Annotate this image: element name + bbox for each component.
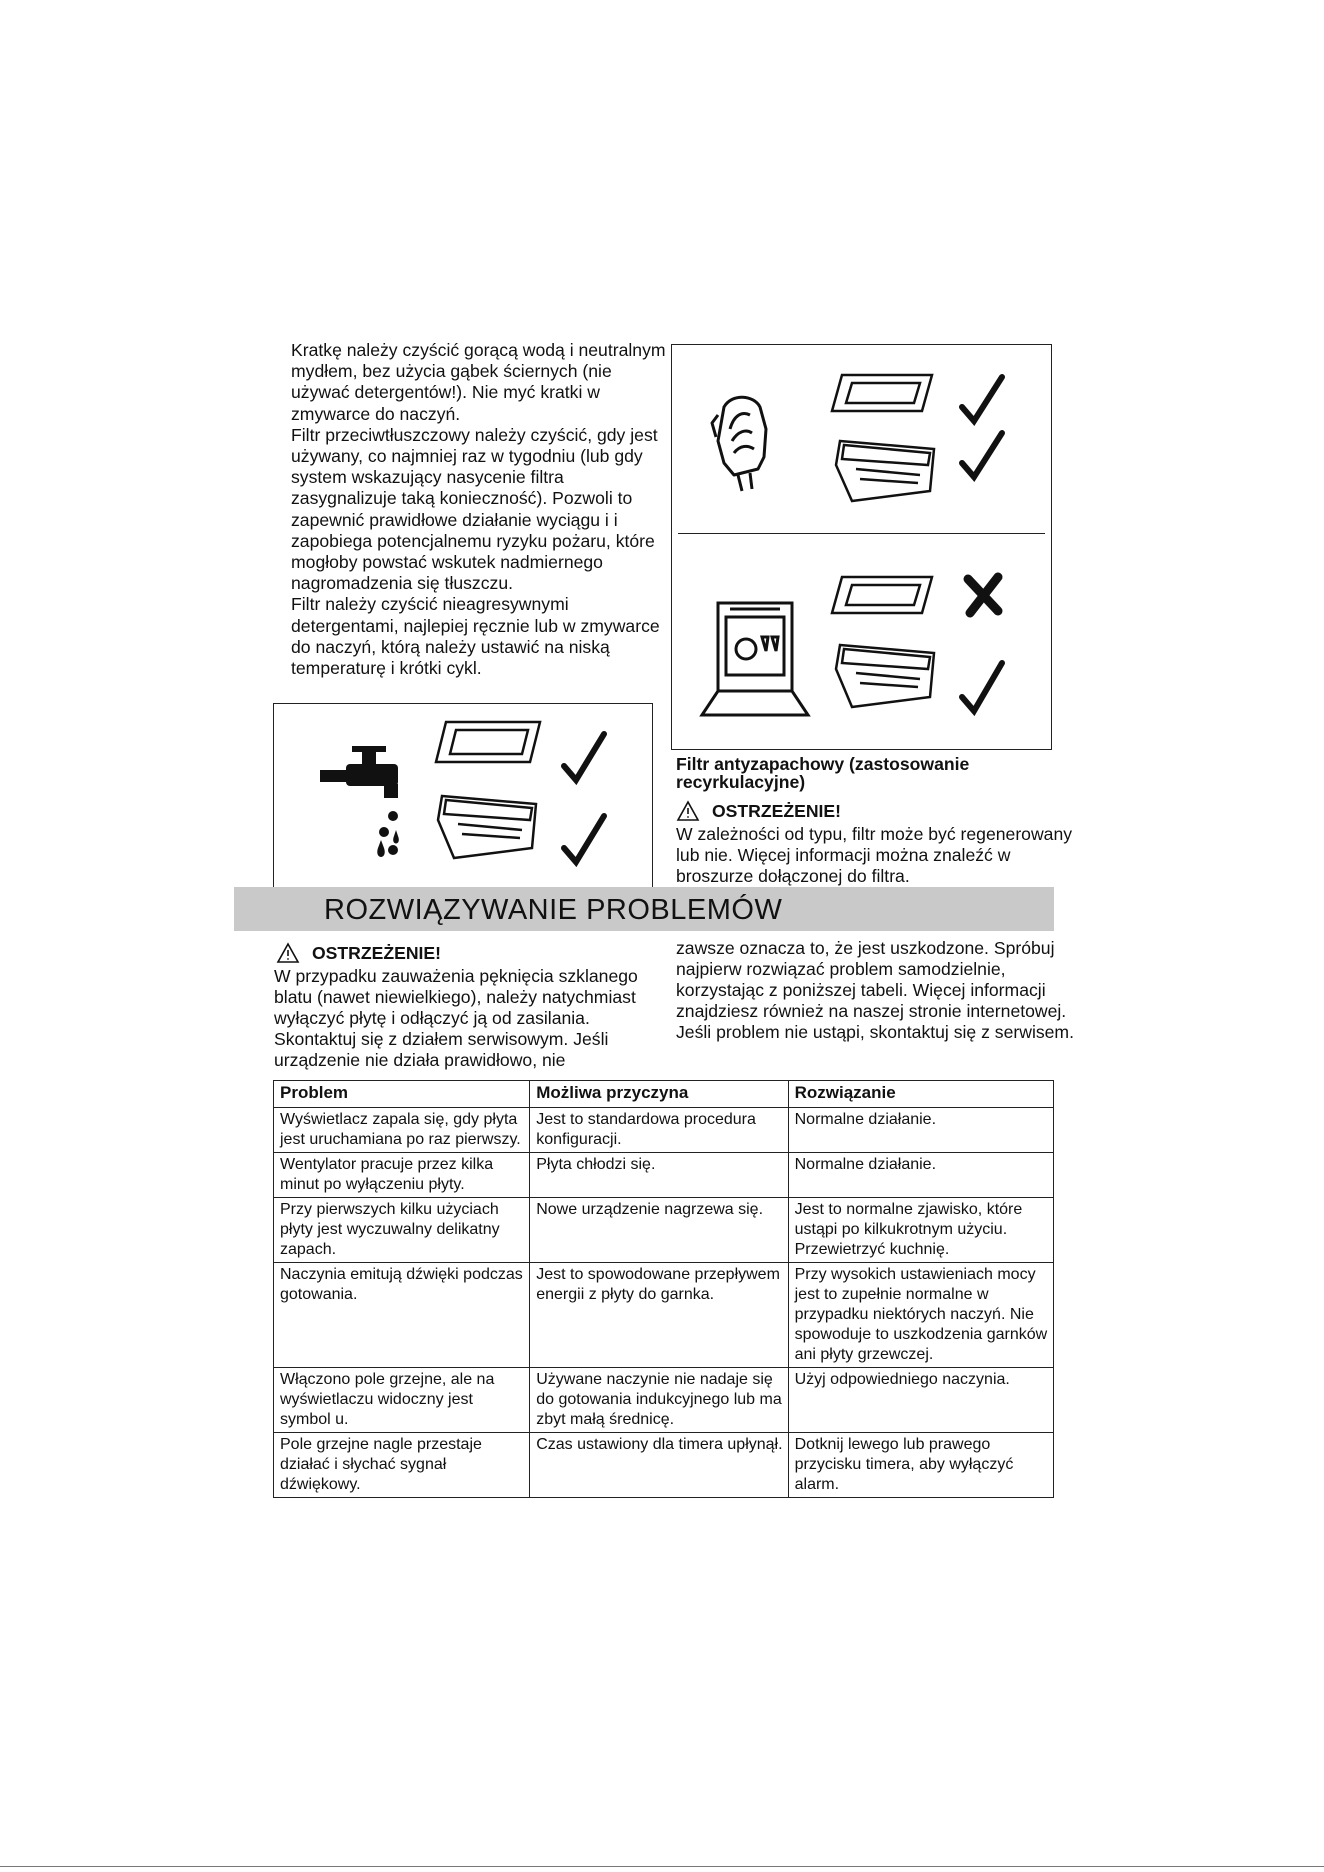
odour-filter-warning bbox=[676, 800, 1076, 887]
problem-cell: Wyświetlacz zapala się, gdy płyta jest uruchamiana po raz pierwszy. bbox=[274, 1108, 530, 1153]
cleaning-instructions bbox=[291, 340, 671, 679]
dishwasher-icon bbox=[702, 603, 808, 715]
check-mark-icon bbox=[564, 734, 604, 780]
table-row bbox=[274, 1263, 1054, 1368]
check-mark-icon bbox=[962, 377, 1002, 421]
grill-grate-icon bbox=[436, 722, 540, 762]
grease-filter-icon bbox=[836, 441, 934, 501]
cross-mark-icon bbox=[968, 577, 998, 613]
grease-filter-icon bbox=[836, 645, 934, 707]
cause-cell: Jest to standardowa procedura konfiguracji. bbox=[530, 1108, 788, 1153]
check-mark-icon bbox=[962, 433, 1002, 477]
cause-cell: Płyta chłodzi się. bbox=[530, 1153, 788, 1198]
water-tap-icon bbox=[320, 746, 399, 857]
warning-triangle-icon bbox=[676, 800, 700, 822]
problem-cell: Wentylator pracuje przez kilka minut po wyłączeniu płyty. bbox=[274, 1153, 530, 1198]
cleaning-paragraph-grate: Kratkę należy czyścić gorącą wodą i neutralnym mydłem, bez użycia gąbek ściernych (nie używać detergentów!). Nie myć kratki w zmywarce do naczyń. bbox=[291, 340, 666, 424]
table-row bbox=[274, 1153, 1054, 1198]
grease-filter-icon bbox=[438, 796, 536, 858]
solution-cell: Użyj odpowiedniego naczynia. bbox=[788, 1368, 1053, 1433]
cause-cell: Używane naczynie nie nadaje się do gotowania indukcyjnego lub ma zbyt małą średnicę. bbox=[530, 1368, 788, 1433]
cause-cell: Jest to spowodowane przepływem energii z płyty do garnka. bbox=[530, 1263, 788, 1368]
check-mark-icon bbox=[962, 663, 1002, 711]
grill-grate-icon bbox=[832, 577, 932, 613]
warning-label: OSTRZEŻENIE! bbox=[312, 942, 442, 963]
check-mark-icon bbox=[564, 816, 604, 862]
problem-cell: Przy pierwszych kilku użyciach płyty jest wyczuwalny delikatny zapach. bbox=[274, 1198, 530, 1263]
wipe-cloth-icon bbox=[712, 397, 766, 491]
troubleshooting-left-text: W przypadku zauważenia pęknięcia szklanego blatu (nawet niewielkiego), należy natychmiast wyłączyć płytę i odłączyć ją od zasilania. Skontaktuj się z działem serwisowym. Jeśli urządzenie nie działa prawidłowo, nie bbox=[274, 966, 638, 1070]
warning-header bbox=[676, 800, 1076, 822]
problem-cell: Naczynia emitują dźwięki podczas gotowania. bbox=[274, 1263, 530, 1368]
warning-label: OSTRZEŻENIE! bbox=[712, 800, 842, 821]
cause-cell: Czas ustawiony dla timera upłynął. bbox=[530, 1433, 788, 1498]
hand-wash-illustration bbox=[273, 703, 653, 890]
troubleshooting-table bbox=[273, 1080, 1054, 1498]
illustration-divider bbox=[678, 533, 1045, 534]
warning-header bbox=[276, 942, 664, 964]
column-header-cause: Możliwa przyczyna bbox=[530, 1081, 788, 1108]
solution-cell: Jest to normalne zjawisko, które ustąpi po kilkukrotnym użyciu. Przewietrzyć kuchnię. bbox=[788, 1198, 1053, 1263]
table-row bbox=[274, 1198, 1054, 1263]
table-header-row bbox=[274, 1081, 1054, 1108]
table-row bbox=[274, 1368, 1054, 1433]
solution-cell: Dotknij lewego lub prawego przycisku timera, aby wyłączyć alarm. bbox=[788, 1433, 1053, 1498]
cleaning-paragraph-filter-method: Filtr należy czyścić nieagresywnymi detergentami, najlepiej ręcznie lub w zmywarce do naczyń, którą należy ustawić na niską temperaturę i krótki cykl. bbox=[291, 594, 660, 679]
problem-cell: Włączono pole grzejne, ale na wyświetlaczu widoczny jest symbol u. bbox=[274, 1368, 530, 1433]
column-header-solution: Rozwiązanie bbox=[788, 1081, 1053, 1108]
warning-triangle-icon bbox=[276, 942, 300, 964]
column-header-problem: Problem bbox=[274, 1081, 530, 1108]
table-row bbox=[274, 1433, 1054, 1498]
cleaning-paragraph-filter-frequency: Filtr przeciwtłuszczowy należy czyścić, gdy jest używany, co najmniej raz w tygodniu (lub gdy system wskazujący nasycenie filtra zasygnalizuje taką konieczność). Pozwoli to zapewnić prawidłowe działanie wyciągu i i zapobiega potencjalnemu ryzyku pożaru, które mogłoby powstać wskutek nadmiernego nagromadzenia się tłuszczu. bbox=[291, 424, 658, 594]
warning-text: W zależności od typu, filtr może być regenerowany lub nie. Więcej informacji można znaleźć w broszurze dołączonej do filtra. bbox=[676, 824, 1073, 886]
problem-cell: Pole grzejne nagle przestaje działać i słychać sygnał dźwiękowy. bbox=[274, 1433, 530, 1498]
grill-grate-icon bbox=[832, 375, 932, 411]
section-title: ROZWIĄZYWANIE PROBLEMÓW bbox=[324, 894, 783, 926]
page-bottom-rule bbox=[0, 1866, 1324, 1868]
odour-filter-heading: Filtr antyzapachowy (zastosowanie recyrkulacyjne) bbox=[676, 754, 970, 792]
solution-cell: Przy wysokich ustawieniach mocy jest to zupełnie normalne w przypadku niektórych naczyń. Nie spowoduje to uszkodzenia garnków ani płyty grzewczej. bbox=[788, 1263, 1053, 1368]
table-row bbox=[274, 1108, 1054, 1153]
solution-cell: Normalne działanie. bbox=[788, 1108, 1053, 1153]
cleaning-methods-illustration bbox=[671, 344, 1052, 750]
cause-cell: Nowe urządzenie nagrzewa się. bbox=[530, 1198, 788, 1263]
solution-cell: Normalne działanie. bbox=[788, 1153, 1053, 1198]
troubleshooting-right-text: zawsze oznacza to, że jest uszkodzone. Spróbuj najpierw rozwiązać problem samodzielnie, korzystając z poniższej tabeli. Więcej informacji znajdziesz również na naszej stronie internetowej. Jeśli problem nie ustąpi, skontaktuj się z serwisem. bbox=[676, 938, 1074, 1042]
troubleshooting-warning bbox=[274, 942, 664, 1071]
